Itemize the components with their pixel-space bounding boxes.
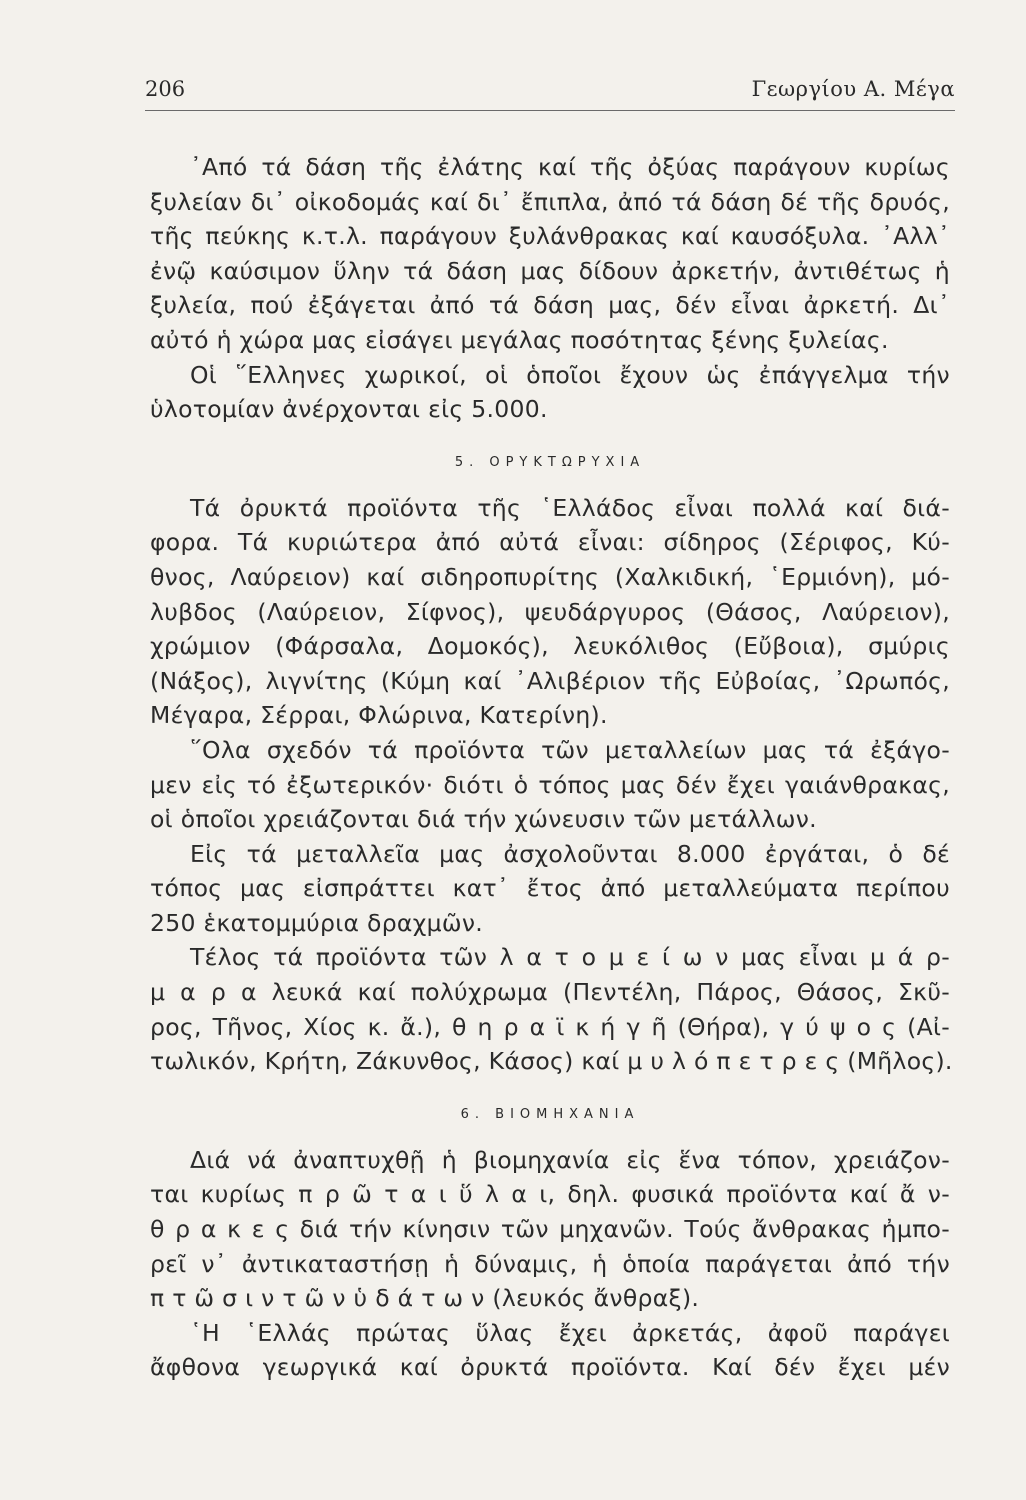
paragraph <box>150 733 950 837</box>
text-line: τωλικόν, Κρήτη, Ζάκυνθος, Κάσος) καί μ υ λ ό π ε τ ρ ε ς (Μῆλος). <box>150 1047 953 1076</box>
text-line: ξυλεία, πού ἐξάγεται ἀπό τά δάση μας, δέν εἶναι ἀρκετή. Δι᾿ <box>150 291 950 320</box>
paragraph <box>150 1143 950 1316</box>
text-line: ᾿Από τά δάση τῆς ἐλάτης καί τῆς ὀξύας παράγουν κυρίως <box>190 153 950 181</box>
text-line: Εἰς τά μεταλλεῖα μας ἀσχολοῦνται 8.000 ἐργάται, ὁ δέ <box>190 839 950 868</box>
text-line: 250 ἑκατομμύρια δραχμῶν. <box>150 908 484 937</box>
paragraph <box>150 358 950 427</box>
body-text <box>150 150 953 1385</box>
text-line: Μέγαρα, Σέρραι, Φλώρινα, Κατερίνη). <box>150 701 608 730</box>
section-heading-industry: 6. ΒΙΟΜΗΧΑΝΙΑ <box>460 1106 640 1122</box>
text-line: ῞Ολα σχεδόν τά προϊόντα τῶν μεταλλείων μας τά ἐξάγο- <box>190 735 950 764</box>
text-line: θ ρ α κ ε ς διά τήν κίνησιν τῶν μηχανῶν. Τούς ἄνθρακας ἠμπο- <box>150 1215 950 1244</box>
text-line: ρεῖ ν᾿ ἀντικαταστήσῃ ἡ δύναμις, ἡ ὁποία παράγεται ἀπό τήν <box>150 1249 950 1278</box>
text-line: οἱ ὁποῖοι χρειάζονται διά τήν χώνευσιν τῶν μετάλλων. <box>150 805 817 834</box>
text-line: θνος, Λαύρειον) καί σιδηροπυρίτης (Χαλκιδική, ῾Ερμιόνη), μό- <box>150 562 950 591</box>
text-line: ρος, Τῆνος, Χίος κ. ἄ.), θ η ρ α ϊ κ ή γ ῆ (Θήρα), γ ύ ψ ο ς (Αἰ- <box>150 1012 950 1041</box>
text-line: ἐνῷ καύσιμον ὕλην τά δάση μας δίδουν ἀρκετήν, ἀντιθέτως ἡ <box>150 256 950 285</box>
text-line: Τέλος τά προϊόντα τῶν λ α τ ο μ ε ί ω ν μας εἶναι μ ά ρ- <box>190 943 950 972</box>
page-number: 206 <box>145 77 186 101</box>
text-line: Οἱ ῞Ελληνες χωρικοί, οἱ ὁποῖοι ἔχουν ὡς ἐπάγγελμα τήν <box>190 360 950 389</box>
text-line: (Νάξος), λιγνίτης (Κύμη καί ᾿Αλιβέριον τῆς Εὐβοίας, ᾿Ωρωπός, <box>150 666 950 695</box>
text-line: τῆς πεύκης κ.τ.λ. παράγουν ξυλάνθρακας καί καυσόξυλα. ᾿Αλλ᾿ <box>150 222 950 251</box>
header-rule <box>145 110 955 111</box>
page-header <box>145 76 955 116</box>
text-line: τόπος μας εἰσπράττει κατ᾿ ἔτος ἀπό μεταλλεύματα περίπου <box>150 874 950 903</box>
text-line: Διά νά ἀναπτυχθῇ ἡ βιομηχανία εἰς ἕνα τόπον, χρειάζον- <box>190 1145 950 1174</box>
text-line: Τά ὀρυκτά προϊόντα τῆς ῾Ελλάδος εἶναι πολλά καί διά- <box>190 493 950 522</box>
text-line: ἄφθονα γεωργικά καί ὀρυκτά προϊόντα. Καί δέν ἔχει μέν <box>150 1353 950 1382</box>
section-heading-mining: 5. ΟΡΥΚΤΩΡΥΧΙΑ <box>454 454 646 470</box>
text-line: φορα. Τά κυριώτερα ἀπό αὐτά εἶναι: σίδηρος (Σέριφος, Κύ- <box>150 528 950 557</box>
paragraph <box>150 837 950 941</box>
paragraph <box>150 150 950 358</box>
text-line: μεν εἰς τό ἐξωτερικόν· διότι ὁ τόπος μας δέν ἔχει γαιάνθρακας, <box>150 770 950 799</box>
text-line: ξυλείαν δι᾿ οἰκοδομάς καί δι᾿ ἔπιπλα, ἀπό τά δάση δέ τῆς δρυός, <box>150 187 950 216</box>
text-line: ται κυρίως π ρ ῶ τ α ι ὕ λ α ι, δηλ. φυσικά προϊόντα καί ἄ ν- <box>150 1180 950 1209</box>
text-line: αὐτό ἡ χώρα μας εἰσάγει μεγάλας ποσότητας ξένης ξυλείας. <box>150 325 889 354</box>
text-line: ὑλοτομίαν ἀνέρχονται εἰς 5.000. <box>150 395 548 424</box>
text-line: ῾Η ῾Ελλάς πρώτας ὕλας ἔχει ἀρκετάς, ἀφοῦ παράγει <box>190 1318 950 1347</box>
text-line: λυβδος (Λαύρειον, Σίφνος), ψευδάργυρος (Θάσος, Λαύρειον), <box>150 597 950 626</box>
paragraph <box>150 1316 950 1385</box>
text-line: χρώμιον (Φάρσαλα, Δομοκός), λευκόλιθος (Εὔβοια), σμύρις <box>150 632 950 661</box>
text-line: π τ ῶ σ ι ν τ ῶ ν ὑ δ ά τ ω ν (λευκός ἄνθραξ). <box>150 1284 700 1313</box>
paragraph <box>150 940 953 1078</box>
text-line: μ α ρ α λευκά καί πολύχρωμα (Πεντέλη, Πάρος, Θάσος, Σκῦ- <box>150 978 950 1007</box>
running-head: Γεωργίου Α. Μέγα <box>751 77 955 101</box>
paragraph <box>150 491 950 733</box>
